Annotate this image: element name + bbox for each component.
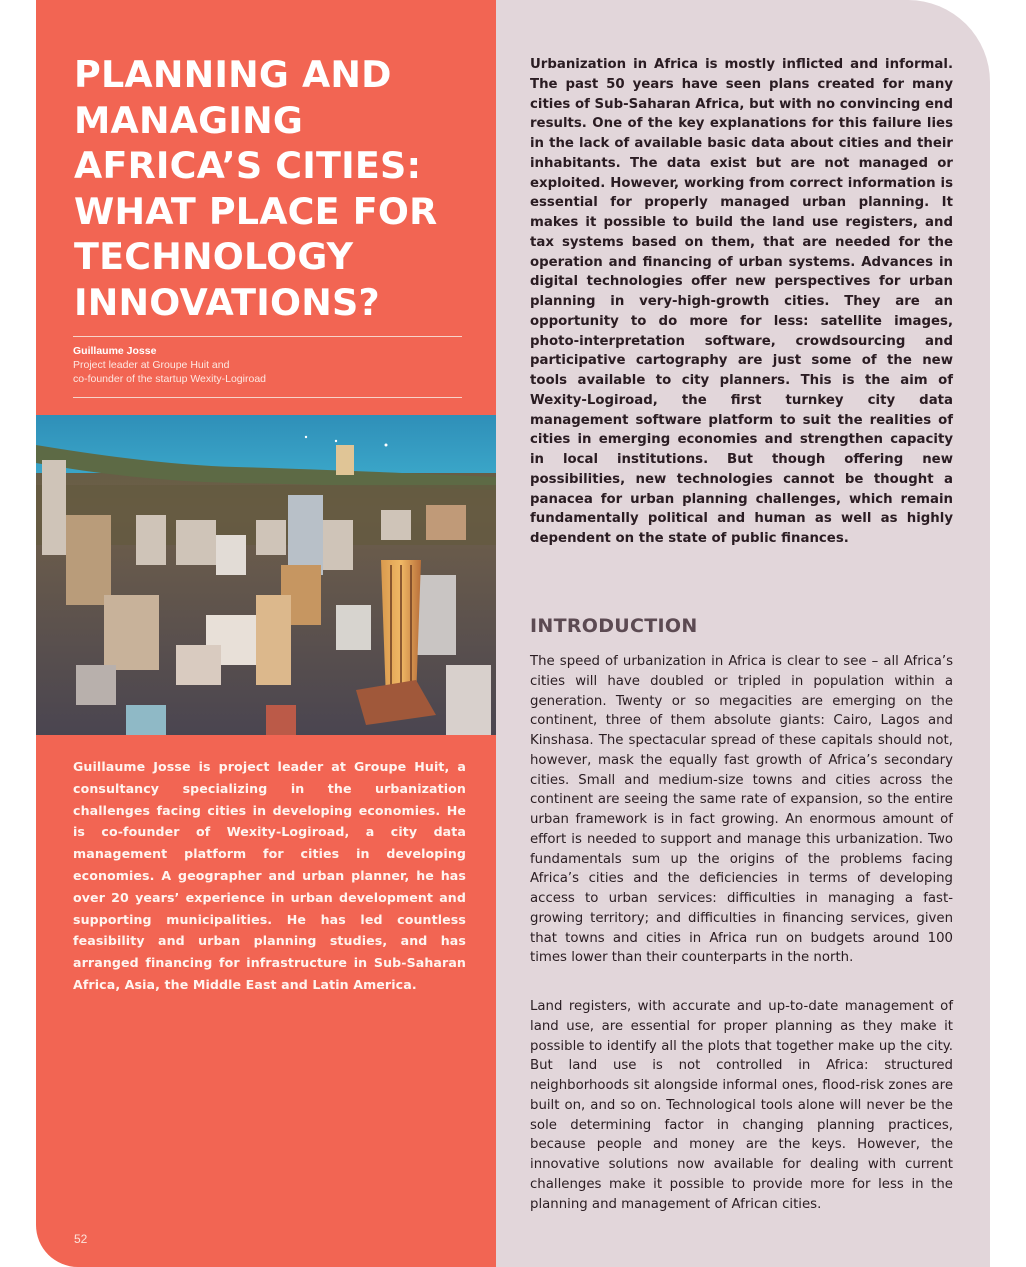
- title-line: AFRICA’S CITIES:: [74, 144, 422, 187]
- city-aerial-photo: [36, 415, 496, 735]
- section-heading-introduction: INTRODUCTION: [530, 615, 698, 637]
- title-line: PLANNING AND: [74, 53, 392, 96]
- right-panel: [496, 0, 990, 1267]
- title-line: WHAT PLACE FOR: [74, 189, 438, 233]
- title-line: INNOVATIONS?: [74, 280, 380, 324]
- body-paragraph: Land registers, with accurate and up-to-date management of land use, are essential for proper planning as they make it possible to identify all the plots that together make up the city. But land use is not controlled in Africa: structured neighborhoods sit alongside informal ones, flood-risk zones are built on, and so on. Technological tools alone will never be the sole determining factor in changing planning practices, because people and money are the keys. However, the innovative solutions now available for dealing with current challenges make it possible to provide more for less in the planning and management of African cities.: [530, 999, 953, 1212]
- author-role: Project leader at Groupe Huit and: [73, 359, 230, 371]
- title-line: TECHNOLOGY: [74, 235, 354, 278]
- author-name: Guillaume Josse: [73, 345, 157, 357]
- body-paragraph: The speed of urbanization in Africa is clear to see – all Africa’s cities will have doubled or tripled in population within a generation. Twenty or so megacities are emerging on the continent, three of them absolute giants: Cairo, Lagos and Kinshasa. The spectacular spread of these capitals should not, however, mask the equally fast growth of Africa’s secondary cities. Small and medium-size towns and cities across the continent are seeing the same rate of expansion, so the entire urban framework is in fact growing. An enormous amount of effort is needed to support and manage this urbanization. Two fundamentals sum up the origins of the problems facing Africa’s cities and the deficiencies in terms of developing access to urban services: difficulties in managing a fast-growing territory; and difficulties in financing services, given that towns and cities in Africa run on budgets around 100 times lower than their counterparts in the north.: [530, 654, 953, 966]
- abstract: Urbanization in Africa is mostly inflicted and informal. The past 50 years have seen plans created for many cities of Sub-Saharan Africa, but with no convincing end results. One of the key explanations for this failure lies in the lack of available basic data about cities and their inhabitants. The data exist but are not managed or exploited. However, working from correct information is essential for properly managed urban planning. It makes it possible to build the land use registers, and tax systems based on them, that are needed for the operation and financing of urban systems. Advances in digital technologies offer new perspectives for urban planning in very-high-growth cities. They are an opportunity to do more for less: satellite images, photo-interpretation software, crowdsourcing and participative cartography are just some of the new tools available to city planners. This is the aim of Wexity-Logiroad, the first turnkey city data management software platform to suit the realities of cities in emerging economies and strengthen capacity in local institutions. But though offering new possibilities, new technologies cannot be thought a panacea for urban planning challenges, which remain fundamentally political and human as well as highly dependent on the state of public finances.: [530, 57, 953, 546]
- divider-top: [73, 336, 462, 337]
- page-number: 52: [74, 1232, 88, 1246]
- byline: [73, 344, 463, 386]
- left-panel: [36, 0, 496, 1267]
- article-title: [74, 52, 494, 325]
- author-bio: Guillaume Josse is project leader at Groupe Huit, a consultancy specializing in the urbanization challenges facing cities in developing economies. He is co-founder of Wexity-Logiroad, a city data management platform for cities in developing economies. A geographer and urban planner, he has over 20 years’ experience in urban development and supporting municipalities. He has led countless feasibility and urban planning studies, and has arranged financing for infrastructure in Sub-Saharan Africa, Asia, the Middle East and Latin America.: [73, 759, 466, 992]
- author-role: co-founder of the startup Wexity-Logiroad: [73, 373, 266, 385]
- divider-bottom: [73, 397, 462, 398]
- title-line: MANAGING: [74, 98, 304, 142]
